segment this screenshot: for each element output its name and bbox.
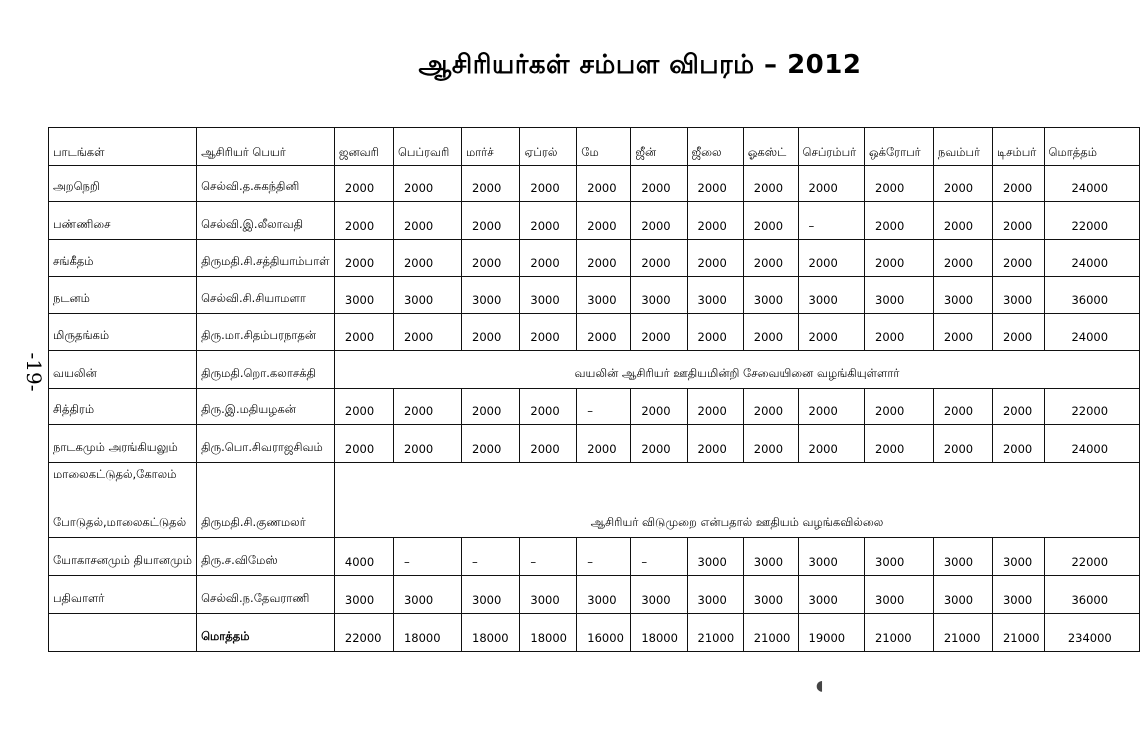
month-value-cell: 2000 <box>687 314 743 351</box>
month-value-cell: 2000 <box>743 389 798 425</box>
month-value-cell: 3000 <box>520 277 577 314</box>
scan-speck-mark: ◖ <box>816 678 824 694</box>
month-value-cell: – <box>631 538 687 576</box>
month-value-cell: 2000 <box>631 314 687 351</box>
month-value-cell: 2000 <box>798 314 865 351</box>
month-value-cell: 2000 <box>933 240 992 277</box>
month-value-cell: 2000 <box>933 389 992 425</box>
month-value-cell: 2000 <box>933 202 992 240</box>
month-value-cell: 2000 <box>462 240 520 277</box>
month-total-cell: 21000 <box>992 614 1044 652</box>
subject-cell: நாடகமும் அரங்கியலும் <box>49 425 197 463</box>
month-value-cell: 2000 <box>743 240 798 277</box>
month-value-cell: 2000 <box>992 166 1044 202</box>
column-header: ஜனவரி <box>334 128 393 166</box>
totals-row <box>49 614 1140 652</box>
month-value-cell: 2000 <box>577 240 631 277</box>
teacher-cell: செல்வி.சி.சியாமளா <box>197 277 335 314</box>
month-value-cell: 3000 <box>520 576 577 614</box>
column-header: ஆசிரியர் பெயர் <box>197 128 335 166</box>
month-value-cell: 2000 <box>631 240 687 277</box>
month-value-cell: 3000 <box>631 277 687 314</box>
month-value-cell: 3000 <box>334 277 393 314</box>
month-value-cell: 2000 <box>631 389 687 425</box>
month-value-cell: 2000 <box>334 166 393 202</box>
month-value-cell: 3000 <box>687 277 743 314</box>
month-value-cell: 3000 <box>462 277 520 314</box>
month-value-cell: 3000 <box>687 576 743 614</box>
month-total-cell: 18000 <box>520 614 577 652</box>
month-value-cell: 3000 <box>743 576 798 614</box>
month-value-cell: 3000 <box>933 538 992 576</box>
month-value-cell: 3000 <box>992 538 1044 576</box>
month-value-cell: 2000 <box>798 425 865 463</box>
teacher-cell: திரு.பொ.சிவராஜசிவம் <box>197 425 335 463</box>
month-total-cell: 21000 <box>687 614 743 652</box>
month-total-cell: 21000 <box>933 614 992 652</box>
month-total-cell: 18000 <box>631 614 687 652</box>
month-value-cell: 2000 <box>865 389 934 425</box>
month-value-cell: 2000 <box>334 240 393 277</box>
table-row <box>49 389 1140 425</box>
column-header: ஓகஸ்ட் <box>743 128 798 166</box>
subject-cell: யோகாசனமும் தியானமும் <box>49 538 197 576</box>
table-row <box>49 202 1140 240</box>
column-header: மொத்தம் <box>1044 128 1139 166</box>
month-value-cell: 2000 <box>334 314 393 351</box>
subject-cell: அறநெறி <box>49 166 197 202</box>
teacher-cell: திருமதி.சி.சத்தியாம்பாள் <box>197 240 335 277</box>
table-row <box>49 351 1140 389</box>
table-row <box>49 277 1140 314</box>
subject-cell: பண்ணிசை <box>49 202 197 240</box>
teacher-cell: திரு.இ.மதியழகன் <box>197 389 335 425</box>
column-header: நவம்பர் <box>933 128 992 166</box>
subject-cell: சங்கீதம் <box>49 240 197 277</box>
column-header: செப்ரம்பர் <box>798 128 865 166</box>
month-value-cell: 2000 <box>743 314 798 351</box>
month-value-cell: 2000 <box>743 202 798 240</box>
column-header: மார்ச் <box>462 128 520 166</box>
month-value-cell: 3000 <box>933 576 992 614</box>
month-value-cell: 2000 <box>393 314 461 351</box>
subject-cell: சித்திரம் <box>49 389 197 425</box>
month-total-cell: 18000 <box>462 614 520 652</box>
month-value-cell: 2000 <box>334 425 393 463</box>
month-value-cell: 3000 <box>462 576 520 614</box>
column-header: ஏப்ரல் <box>520 128 577 166</box>
month-value-cell: 3000 <box>334 576 393 614</box>
month-value-cell: 2000 <box>462 202 520 240</box>
month-value-cell: 2000 <box>992 389 1044 425</box>
month-value-cell: 2000 <box>687 166 743 202</box>
month-total-cell: 18000 <box>393 614 461 652</box>
month-value-cell: 2000 <box>743 166 798 202</box>
empty-cell <box>49 614 197 652</box>
month-value-cell: – <box>520 538 577 576</box>
column-header: பெப்ரவரி <box>393 128 461 166</box>
table-row <box>49 425 1140 463</box>
month-value-cell: 2000 <box>631 425 687 463</box>
teacher-cell: செல்வி.இ.லீலாவதி <box>197 202 335 240</box>
note-cell: வயலின் ஆசிரியர் ஊதியமின்றி சேவையினை வழங்கியுள்ளார் <box>334 351 1139 389</box>
table-body <box>49 128 1140 652</box>
month-value-cell: 2000 <box>865 202 934 240</box>
month-value-cell: 3000 <box>798 538 865 576</box>
month-value-cell: – <box>798 202 865 240</box>
month-value-cell: 3000 <box>798 576 865 614</box>
month-value-cell: 2000 <box>865 425 934 463</box>
month-value-cell: 2000 <box>520 202 577 240</box>
month-value-cell: 2000 <box>334 389 393 425</box>
month-value-cell: 2000 <box>992 314 1044 351</box>
month-value-cell: 2000 <box>687 389 743 425</box>
row-total-cell: 22000 <box>1044 202 1139 240</box>
subject-cell: பதிவாளர் <box>49 576 197 614</box>
page-number: -19- <box>22 352 46 392</box>
month-value-cell: 2000 <box>865 314 934 351</box>
month-total-cell: 16000 <box>577 614 631 652</box>
month-value-cell: 2000 <box>520 240 577 277</box>
month-total-cell: 21000 <box>865 614 934 652</box>
month-value-cell: 2000 <box>992 202 1044 240</box>
table-row <box>49 240 1140 277</box>
month-value-cell: 2000 <box>798 166 865 202</box>
teacher-cell: செல்வி.த.சுகந்தினி <box>197 166 335 202</box>
month-value-cell: 3000 <box>933 277 992 314</box>
month-value-cell: 3000 <box>992 576 1044 614</box>
month-value-cell: – <box>577 538 631 576</box>
salary-table <box>48 127 1140 652</box>
month-value-cell: 2000 <box>520 389 577 425</box>
table-row <box>49 166 1140 202</box>
row-total-cell: 22000 <box>1044 538 1139 576</box>
month-value-cell: 2000 <box>520 166 577 202</box>
teacher-cell: திரு.ச.விமேஸ் <box>197 538 335 576</box>
month-value-cell: 2000 <box>687 425 743 463</box>
column-header: பாடங்கள் <box>49 128 197 166</box>
month-value-cell: 3000 <box>743 277 798 314</box>
grand-total-cell: 234000 <box>1044 614 1139 652</box>
column-header: மே <box>577 128 631 166</box>
row-total-cell: 24000 <box>1044 425 1139 463</box>
month-total-cell: 22000 <box>334 614 393 652</box>
month-value-cell: 2000 <box>865 166 934 202</box>
month-value-cell: 2000 <box>992 240 1044 277</box>
row-total-cell: 36000 <box>1044 277 1139 314</box>
table-row <box>49 576 1140 614</box>
month-value-cell: 2000 <box>798 389 865 425</box>
month-value-cell: 2000 <box>933 166 992 202</box>
note-cell: ஆசிரியர் விடுமுறை என்பதால் ஊதியம் வழங்கவில்லை <box>334 463 1139 538</box>
month-value-cell: 2000 <box>577 202 631 240</box>
month-value-cell: 3000 <box>631 576 687 614</box>
month-value-cell: 2000 <box>393 425 461 463</box>
month-value-cell: 2000 <box>520 314 577 351</box>
month-value-cell: 2000 <box>393 202 461 240</box>
row-total-cell: 24000 <box>1044 166 1139 202</box>
table-header-row <box>49 128 1140 166</box>
teacher-cell: செல்வி.ந.தேவராணி <box>197 576 335 614</box>
month-total-cell: 19000 <box>798 614 865 652</box>
month-value-cell: 2000 <box>462 425 520 463</box>
month-value-cell: 2000 <box>462 166 520 202</box>
column-header: ஜீலை <box>687 128 743 166</box>
month-value-cell: 2000 <box>933 314 992 351</box>
month-value-cell: 2000 <box>687 202 743 240</box>
month-value-cell: – <box>393 538 461 576</box>
row-total-cell: 24000 <box>1044 240 1139 277</box>
month-value-cell: 3000 <box>743 538 798 576</box>
table-row <box>49 463 1140 538</box>
table-row <box>49 314 1140 351</box>
subject-cell: வயலின் <box>49 351 197 389</box>
month-value-cell: 3000 <box>577 576 631 614</box>
month-value-cell: 2000 <box>743 425 798 463</box>
month-value-cell: 2000 <box>933 425 992 463</box>
subject-cell <box>49 463 197 538</box>
row-total-cell: 24000 <box>1044 314 1139 351</box>
month-value-cell: 2000 <box>577 166 631 202</box>
teacher-cell: திரு.மா.சிதம்பரநாதன் <box>197 314 335 351</box>
month-value-cell: 3000 <box>865 576 934 614</box>
month-value-cell: 3000 <box>865 277 934 314</box>
month-value-cell: 2000 <box>393 166 461 202</box>
row-total-cell: 22000 <box>1044 389 1139 425</box>
month-value-cell: 3000 <box>798 277 865 314</box>
month-value-cell: 2000 <box>577 425 631 463</box>
month-value-cell: 3000 <box>687 538 743 576</box>
totals-label: மொத்தம் <box>197 614 335 652</box>
month-value-cell: 3000 <box>865 538 934 576</box>
subject-line: மாலைகட்டுதல்,கோலம் <box>53 467 177 481</box>
column-header: ஒக்ரோபர் <box>865 128 934 166</box>
subject-cell: நடனம் <box>49 277 197 314</box>
month-value-cell: 2000 <box>393 240 461 277</box>
page-title: ஆசிரியர்கள் சம்பள விபரம் – 2012 <box>418 50 862 80</box>
month-value-cell: 3000 <box>393 277 461 314</box>
teacher-cell: திருமதி.றொ.கலாசக்தி <box>197 351 335 389</box>
month-value-cell: 2000 <box>334 202 393 240</box>
month-value-cell: 3000 <box>992 277 1044 314</box>
subject-line: போடுதல்,மாலைகட்டுதல் <box>53 515 187 529</box>
month-value-cell: 3000 <box>577 277 631 314</box>
month-value-cell: 2000 <box>992 425 1044 463</box>
month-value-cell: 2000 <box>393 389 461 425</box>
month-value-cell: 2000 <box>462 389 520 425</box>
column-header: டிசம்பர் <box>992 128 1044 166</box>
month-value-cell: 2000 <box>577 314 631 351</box>
table-row <box>49 538 1140 576</box>
subject-cell: மிருதங்கம் <box>49 314 197 351</box>
month-value-cell: 2000 <box>687 240 743 277</box>
month-value-cell: 4000 <box>334 538 393 576</box>
month-value-cell: 2000 <box>631 202 687 240</box>
month-value-cell: 2000 <box>462 314 520 351</box>
month-value-cell: – <box>462 538 520 576</box>
month-value-cell: 2000 <box>520 425 577 463</box>
column-header: ஜீன் <box>631 128 687 166</box>
month-total-cell: 21000 <box>743 614 798 652</box>
teacher-cell: திருமதி.சி.குணமலர் <box>197 463 335 538</box>
month-value-cell: 2000 <box>865 240 934 277</box>
month-value-cell: 2000 <box>798 240 865 277</box>
month-value-cell: 2000 <box>631 166 687 202</box>
month-value-cell: – <box>577 389 631 425</box>
row-total-cell: 36000 <box>1044 576 1139 614</box>
month-value-cell: 3000 <box>393 576 461 614</box>
